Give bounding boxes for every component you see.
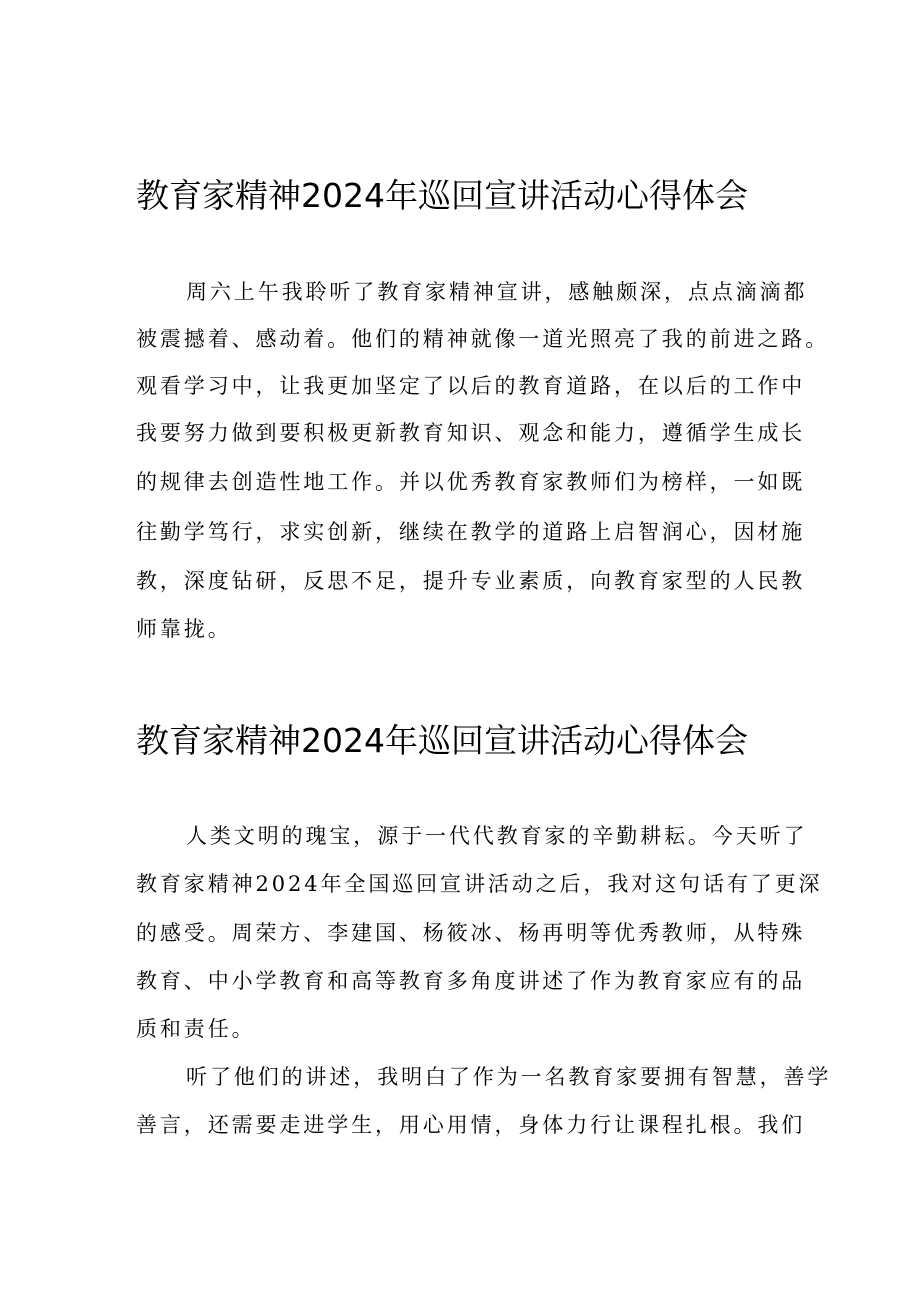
section-2-line: 善言，还需要走进学生，用心用情，身体力行让课程扎根。我们 xyxy=(136,1113,806,1137)
section-2-line: 的感受。周荣方、李建国、杨筱冰、杨再明等优秀教师，从特殊 xyxy=(136,921,806,945)
section-1-line: 往勤学笃行，求实创新，继续在教学的道路上启智润心，因材施 xyxy=(136,520,806,544)
section-1-title: 教育家精神2024年巡回宣讲活动心得体会 xyxy=(136,176,748,215)
section-2-line: 人类文明的瑰宝，源于一代代教育家的辛勤耕耘。今天听了 xyxy=(186,824,808,848)
section-2-line: 质和责任。 xyxy=(136,1017,256,1041)
section-1-line: 师靠拢。 xyxy=(136,617,232,641)
section-1-line: 教，深度钻研，反思不足，提升专业素质，向教育家型的人民教 xyxy=(136,569,806,593)
section-2-line: 教育家精神2024年全国巡回宣讲活动之后，我对这句话有了更深 xyxy=(136,872,823,896)
section-1-line: 周六上午我聆听了教育家精神宣讲，感触颇深，点点滴滴都 xyxy=(186,280,808,304)
section-1-line: 观看学习中，让我更加坚定了以后的教育道路，在以后的工作中 xyxy=(136,374,806,398)
section-2-title: 教育家精神2024年巡回宣讲活动心得体会 xyxy=(136,721,748,760)
section-1-line: 被震撼着、感动着。他们的精神就像一道光照亮了我的前进之路。 xyxy=(136,327,830,351)
section-1-line: 我要努力做到要积极更新教育知识、观念和能力，遵循学生成长 xyxy=(136,421,806,445)
section-1-line: 的规律去创造性地工作。并以优秀教育家教师们为榜样，一如既 xyxy=(136,470,806,494)
section-2-line: 教育、中小学教育和高等教育多角度讲述了作为教育家应有的品 xyxy=(136,969,806,993)
section-2-line: 听了他们的讲述，我明白了作为一名教育家要拥有智慧，善学 xyxy=(186,1065,832,1089)
